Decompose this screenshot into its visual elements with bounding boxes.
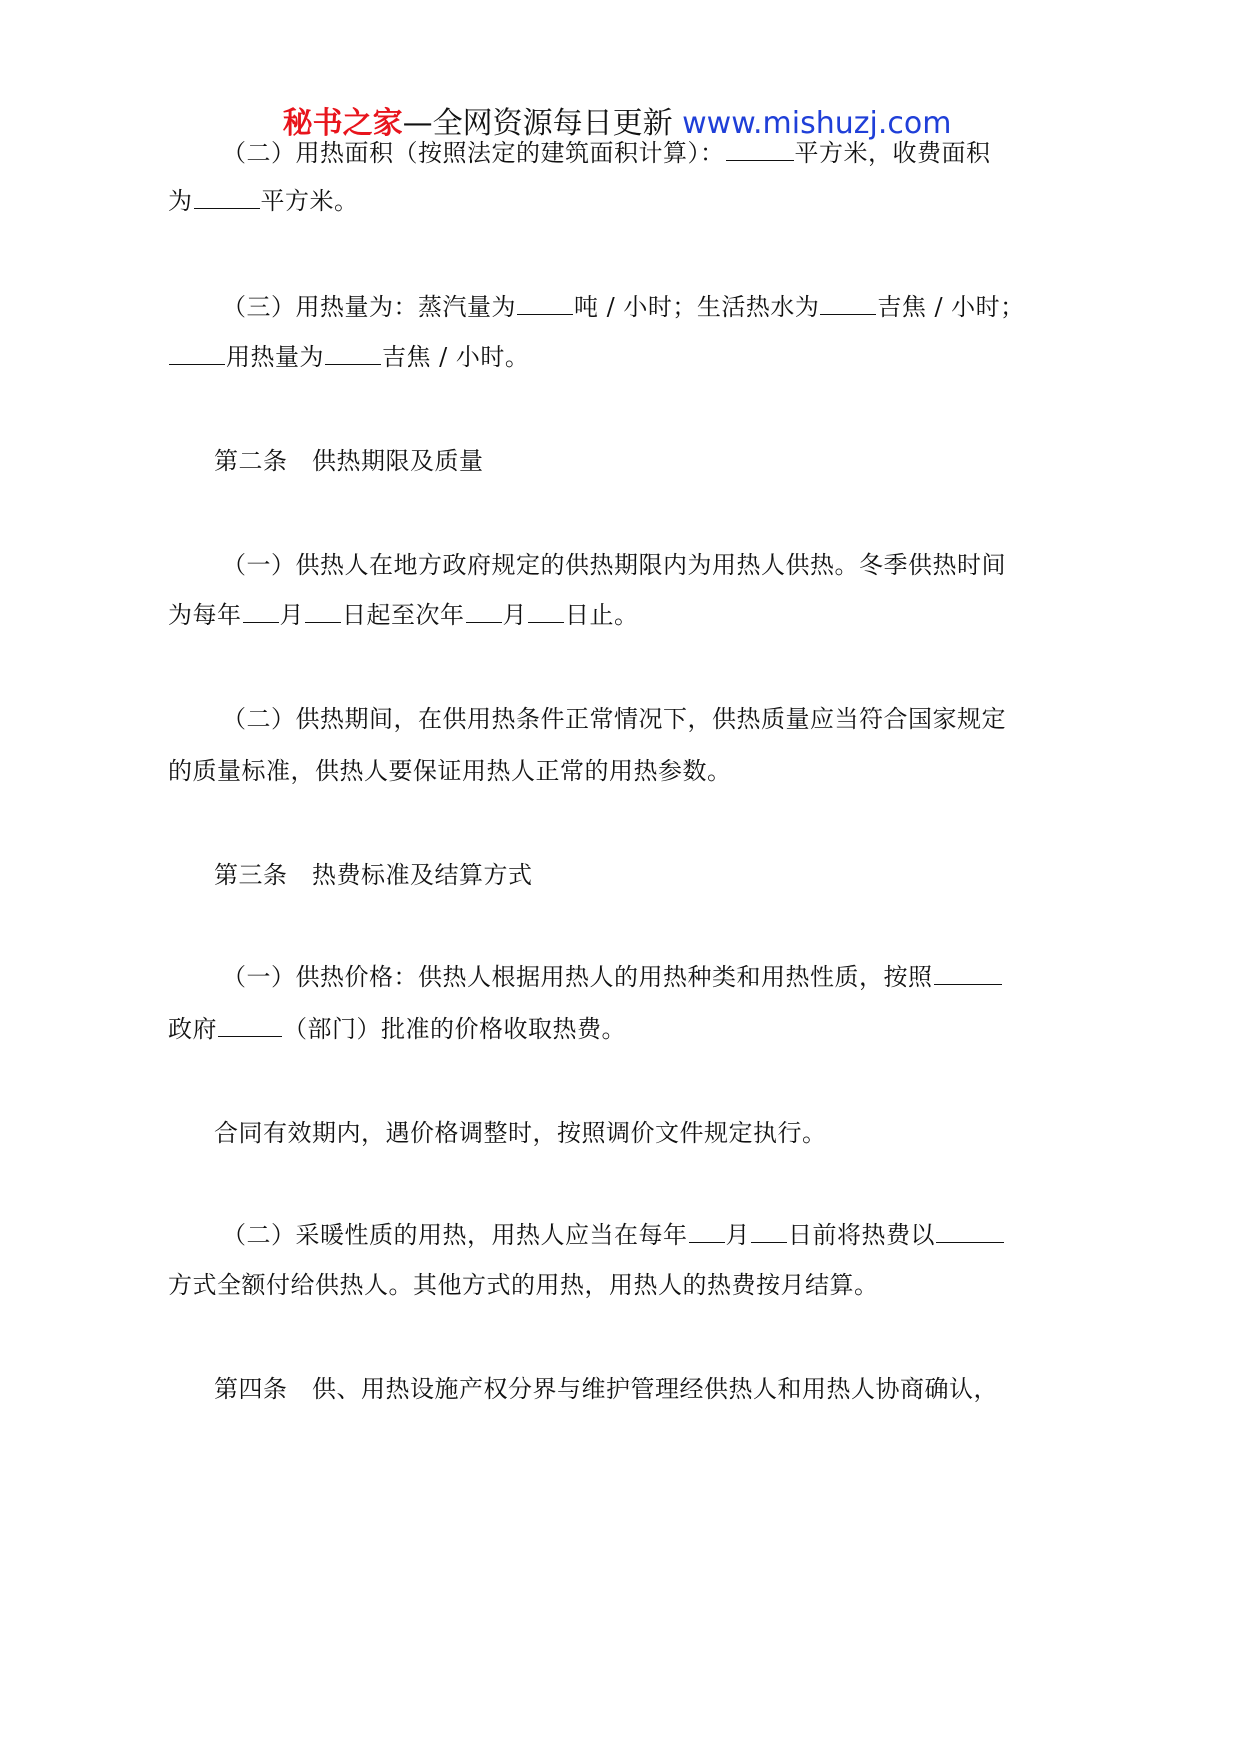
text-segment: 日止。 [565,601,639,629]
fill-blank [936,1220,1004,1243]
text-segment: （二）供热期间，在供用热条件正常情况下，供热质量应当符合国家规定 [222,705,1006,733]
text-segment: 第四条 供、用热设施产权分界与维护管理经供热人和用热人协商确认， [214,1375,998,1403]
text-segment: 第二条 供热期限及质量 [214,447,484,475]
text-segment: 用热量为 [226,343,324,371]
paragraph-line [222,1218,1005,1252]
section-heading [214,1372,998,1406]
text-segment: 日起至次年 [342,601,465,629]
section-heading [214,444,484,478]
site-slogan: —全网资源每日更新 [402,106,673,141]
site-brand: 秘书之家 [282,106,403,141]
paragraph-line [222,548,1006,582]
text-segment: 为 [168,187,193,215]
fill-blank [169,342,225,365]
fill-blank [726,138,794,161]
text-segment: 吨 / 小时；生活热水为 [574,293,820,321]
fill-blank [466,600,502,623]
fill-blank [243,600,279,623]
text-segment: 月 [279,601,304,629]
paragraph-line [168,184,359,218]
text-segment: 为每年 [168,601,242,629]
text-segment: 方式全额付给供热人。其他方式的用热，用热人的热费按月结算。 [168,1271,879,1299]
text-segment: 第三条 热费标准及结算方式 [214,861,533,889]
paragraph-line [214,1116,827,1150]
paragraph-line [222,136,991,170]
paragraph-line [168,340,529,374]
text-segment: 日前将热费以 [788,1221,935,1249]
paragraph-line [222,702,1006,736]
section-heading [214,858,533,892]
fill-blank [820,292,876,315]
site-url[interactable]: www.mishuzj.com [682,106,952,141]
text-segment: 平方米，收费面积 [794,139,991,167]
fill-blank [218,1014,282,1037]
fill-blank [517,292,573,315]
text-segment: 政府 [168,1015,217,1043]
text-segment: （一）供热人在地方政府规定的供热期限内为用热人供热。冬季供热时间 [222,551,1006,579]
text-segment: （部门）批准的价格收取热费。 [283,1015,626,1043]
paragraph-line [222,960,1003,994]
text-segment: （二）采暖性质的用热，用热人应当在每年 [222,1221,688,1249]
text-segment: 吉焦 / 小时； [877,293,1025,321]
fill-blank [194,186,260,209]
text-segment: 平方米。 [260,187,359,215]
paragraph-line [222,290,1025,324]
text-segment: 的质量标准，供热人要保证用热人正常的用热参数。 [168,757,732,785]
text-segment: （一）供热价格：供热人根据用热人的用热种类和用热性质，按照 [222,963,933,991]
text-segment: 吉焦 / 小时。 [382,343,530,371]
paragraph-line [168,598,639,632]
fill-blank [934,962,1002,985]
fill-blank [305,600,341,623]
fill-blank [689,1220,725,1243]
paragraph-line [168,1012,626,1046]
paragraph-line [168,1268,879,1302]
text-segment: 月 [725,1221,750,1249]
text-segment: 月 [502,601,527,629]
text-segment: （三）用热量为：蒸汽量为 [222,293,516,321]
text-segment: （二）用热面积（按照法定的建筑面积计算）： [222,139,725,167]
fill-blank [325,342,381,365]
paragraph-line [168,754,732,788]
fill-blank [528,600,564,623]
fill-blank [751,1220,787,1243]
text-segment: 合同有效期内，遇价格调整时，按照调价文件规定执行。 [214,1119,827,1147]
